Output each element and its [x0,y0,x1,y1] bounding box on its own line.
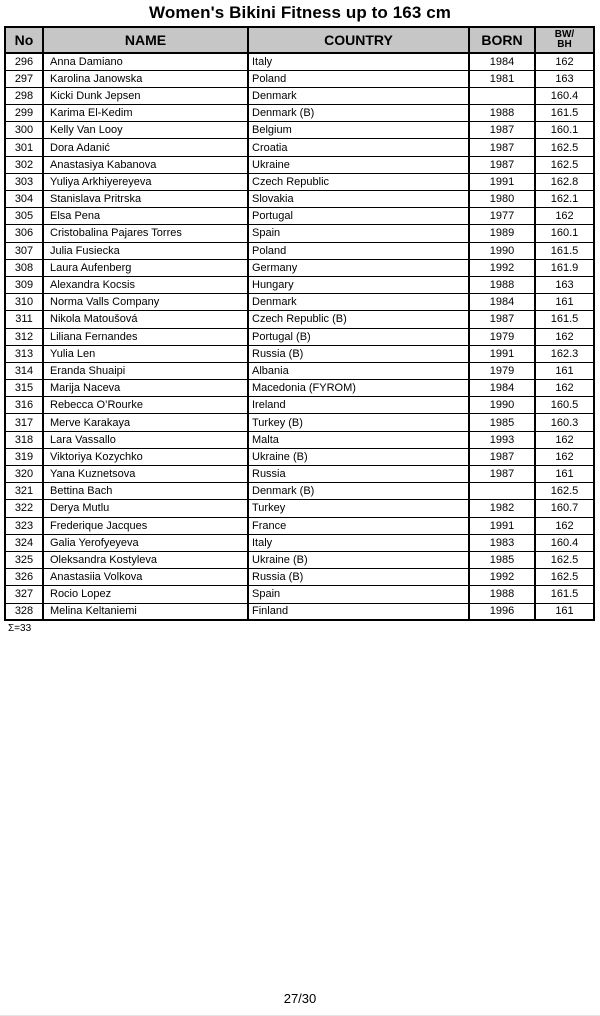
cell-born: 1987 [469,156,535,173]
cell-country: Ukraine (B) [248,551,469,568]
cell-country: Italy [248,534,469,551]
cell-country: Russia [248,466,469,483]
cell-name: Alexandra Kocsis [43,276,248,293]
cell-bwbh: 162.3 [535,345,594,362]
cell-country: France [248,517,469,534]
cell-country: Spain [248,586,469,603]
table-row [5,225,594,242]
cell-born: 1991 [469,173,535,190]
table-row [5,122,594,139]
table-row [5,191,594,208]
cell-bwbh: 162 [535,431,594,448]
cell-country: Poland [248,242,469,259]
cell-country: Spain [248,225,469,242]
cell-name: Norma Valls Company [43,294,248,311]
cell-bwbh: 163 [535,70,594,87]
cell-name: Karolina Janowska [43,70,248,87]
cell-born: 1988 [469,105,535,122]
cell-country: Czech Republic (B) [248,311,469,328]
cell-name: Bettina Bach [43,483,248,500]
table-row [5,431,594,448]
cell-born: 1979 [469,362,535,379]
cell-country: Slovakia [248,191,469,208]
sum-label: Σ=33 [8,623,32,635]
table-row [5,259,594,276]
cell-born: 1990 [469,242,535,259]
cell-no: 322 [5,500,43,517]
cell-born: 1984 [469,380,535,397]
cell-name: Nikola Matoušová [43,311,248,328]
cell-country: Hungary [248,276,469,293]
column-header-name: NAME [43,27,248,53]
cell-born: 1985 [469,414,535,431]
cell-country: Portugal [248,208,469,225]
table-row [5,362,594,379]
cell-born: 1991 [469,345,535,362]
cell-born: 1979 [469,328,535,345]
cell-no: 296 [5,53,43,70]
results-table [4,26,595,621]
table-row [5,397,594,414]
cell-name: Stanislava Pritrska [43,191,248,208]
cell-no: 311 [5,311,43,328]
cell-born: 1987 [469,139,535,156]
cell-country: Macedonia (FYROM) [248,380,469,397]
cell-bwbh: 161 [535,362,594,379]
cell-born: 1982 [469,500,535,517]
cell-bwbh: 162.5 [535,156,594,173]
cell-country: Ireland [248,397,469,414]
cell-country: Turkey (B) [248,414,469,431]
cell-born: 1991 [469,517,535,534]
cell-country: Poland [248,70,469,87]
cell-country: Ukraine (B) [248,448,469,465]
cell-name: Derya Mutlu [43,500,248,517]
cell-bwbh: 161 [535,294,594,311]
cell-no: 324 [5,534,43,551]
cell-country: Denmark (B) [248,105,469,122]
cell-no: 308 [5,259,43,276]
table-row [5,208,594,225]
cell-name: Anastasiia Volkova [43,569,248,586]
cell-country: Czech Republic [248,173,469,190]
cell-no: 306 [5,225,43,242]
cell-bwbh: 162.5 [535,139,594,156]
cell-no: 309 [5,276,43,293]
cell-name: Oleksandra Kostyleva [43,551,248,568]
cell-bwbh: 162.5 [535,569,594,586]
cell-bwbh: 160.1 [535,225,594,242]
cell-country: Croatia [248,139,469,156]
column-header-country: COUNTRY [248,27,469,53]
cell-country: Belgium [248,122,469,139]
cell-no: 326 [5,569,43,586]
cell-name: Galia Yerofyeyeva [43,534,248,551]
table-row [5,87,594,104]
table-row [5,139,594,156]
cell-country: Albania [248,362,469,379]
cell-bwbh: 162.5 [535,483,594,500]
table-row [5,345,594,362]
cell-name: Karima El-Kedim [43,105,248,122]
cell-born: 1988 [469,276,535,293]
cell-name: Melina Keltaniemi [43,603,248,620]
cell-born: 1992 [469,259,535,276]
cell-bwbh: 160.4 [535,534,594,551]
cell-no: 315 [5,380,43,397]
table-row [5,105,594,122]
cell-bwbh: 160.7 [535,500,594,517]
cell-born: 1985 [469,551,535,568]
cell-bwbh: 162.8 [535,173,594,190]
cell-no: 316 [5,397,43,414]
cell-bwbh: 162 [535,517,594,534]
cell-no: 312 [5,328,43,345]
table-row [5,156,594,173]
cell-no: 300 [5,122,43,139]
table-row [5,242,594,259]
cell-no: 327 [5,586,43,603]
cell-no: 320 [5,466,43,483]
table-row [5,328,594,345]
cell-name: Marija Naceva [43,380,248,397]
cell-no: 297 [5,70,43,87]
cell-born: 1984 [469,53,535,70]
cell-no: 299 [5,105,43,122]
cell-no: 310 [5,294,43,311]
cell-born: 1987 [469,466,535,483]
cell-no: 328 [5,603,43,620]
table-row [5,276,594,293]
cell-born: 1990 [469,397,535,414]
cell-born: 1977 [469,208,535,225]
table-row [5,414,594,431]
cell-name: Liliana Fernandes [43,328,248,345]
cell-country: Portugal (B) [248,328,469,345]
cell-name: Anastasiya Kabanova [43,156,248,173]
cell-no: 318 [5,431,43,448]
cell-born [469,483,535,500]
cell-born: 1996 [469,603,535,620]
cell-no: 305 [5,208,43,225]
cell-born: 1981 [469,70,535,87]
cell-no: 317 [5,414,43,431]
cell-no: 321 [5,483,43,500]
cell-born: 1989 [469,225,535,242]
cell-name: Yana Kuznetsova [43,466,248,483]
cell-born: 1987 [469,122,535,139]
table-header-row [5,27,594,53]
cell-name: Merve Karakaya [43,414,248,431]
column-header-bwbh-line1: BW/ [554,29,575,40]
column-header-born: BORN [469,27,535,53]
cell-name: Kicki Dunk Jepsen [43,87,248,104]
cell-no: 303 [5,173,43,190]
cell-bwbh: 161.5 [535,586,594,603]
cell-country: Denmark [248,294,469,311]
cell-born: 1992 [469,569,535,586]
cell-bwbh: 160.1 [535,122,594,139]
table-row [5,534,594,551]
cell-bwbh: 162 [535,208,594,225]
cell-no: 304 [5,191,43,208]
cell-born: 1983 [469,534,535,551]
table-row [5,70,594,87]
cell-born [469,87,535,104]
cell-name: Rocio Lopez [43,586,248,603]
cell-bwbh: 162 [535,448,594,465]
cell-name: Julia Fusiecka [43,242,248,259]
cell-bwbh: 162 [535,380,594,397]
cell-bwbh: 161 [535,603,594,620]
cell-country: Finland [248,603,469,620]
cell-bwbh: 161.5 [535,311,594,328]
cell-bwbh: 163 [535,276,594,293]
table-row [5,483,594,500]
cell-bwbh: 162.5 [535,551,594,568]
cell-no: 314 [5,362,43,379]
cell-country: Russia (B) [248,345,469,362]
cell-name: Laura Aufenberg [43,259,248,276]
cell-bwbh: 161 [535,466,594,483]
table-row [5,586,594,603]
table-row [5,311,594,328]
cell-born: 1988 [469,586,535,603]
cell-name: Elsa Pena [43,208,248,225]
cell-no: 302 [5,156,43,173]
cell-born: 1984 [469,294,535,311]
table-row [5,294,594,311]
cell-name: Anna Damiano [43,53,248,70]
cell-bwbh: 160.3 [535,414,594,431]
cell-bwbh: 160.4 [535,87,594,104]
cell-country: Denmark [248,87,469,104]
table-row [5,500,594,517]
cell-bwbh: 160.5 [535,397,594,414]
cell-country: Malta [248,431,469,448]
cell-name: Kelly Van Looy [43,122,248,139]
table-row [5,448,594,465]
cell-born: 1980 [469,191,535,208]
cell-country: Ukraine [248,156,469,173]
cell-no: 301 [5,139,43,156]
cell-born: 1987 [469,311,535,328]
cell-no: 298 [5,87,43,104]
cell-bwbh: 161.9 [535,259,594,276]
table-row [5,551,594,568]
table-row [5,569,594,586]
table-row [5,603,594,620]
cell-country: Turkey [248,500,469,517]
cell-bwbh: 162 [535,328,594,345]
cell-born: 1987 [469,448,535,465]
cell-name: Yulia Len [43,345,248,362]
cell-country: Russia (B) [248,569,469,586]
cell-no: 323 [5,517,43,534]
cell-name: Dora Adanić [43,139,248,156]
table-row [5,517,594,534]
cell-no: 307 [5,242,43,259]
cell-no: 313 [5,345,43,362]
cell-name: Frederique Jacques [43,517,248,534]
cell-country: Denmark (B) [248,483,469,500]
page-title: Women's Bikini Fitness up to 163 cm [149,3,451,22]
cell-name: Rebecca O’Rourke [43,397,248,414]
cell-bwbh: 161.5 [535,242,594,259]
column-header-bwbh-line2: BH [557,39,572,50]
cell-name: Lara Vassallo [43,431,248,448]
cell-name: Viktoriya Kozychko [43,448,248,465]
table-row [5,466,594,483]
cell-bwbh: 162 [535,53,594,70]
cell-name: Eranda Shuaipi [43,362,248,379]
page-number: 27/30 [283,991,317,1006]
column-header-bwbh [535,27,594,53]
column-header-no: No [5,27,43,53]
cell-no: 319 [5,448,43,465]
cell-name: Cristobalina Pajares Torres [43,225,248,242]
cell-no: 325 [5,551,43,568]
cell-country: Germany [248,259,469,276]
table-row [5,53,594,70]
table-row [5,380,594,397]
cell-country: Italy [248,53,469,70]
cell-name: Yuliya Arkhiyereyeva [43,173,248,190]
cell-bwbh: 161.5 [535,105,594,122]
results-table-body [5,53,594,620]
cell-born: 1993 [469,431,535,448]
cell-bwbh: 162.1 [535,191,594,208]
table-row [5,173,594,190]
